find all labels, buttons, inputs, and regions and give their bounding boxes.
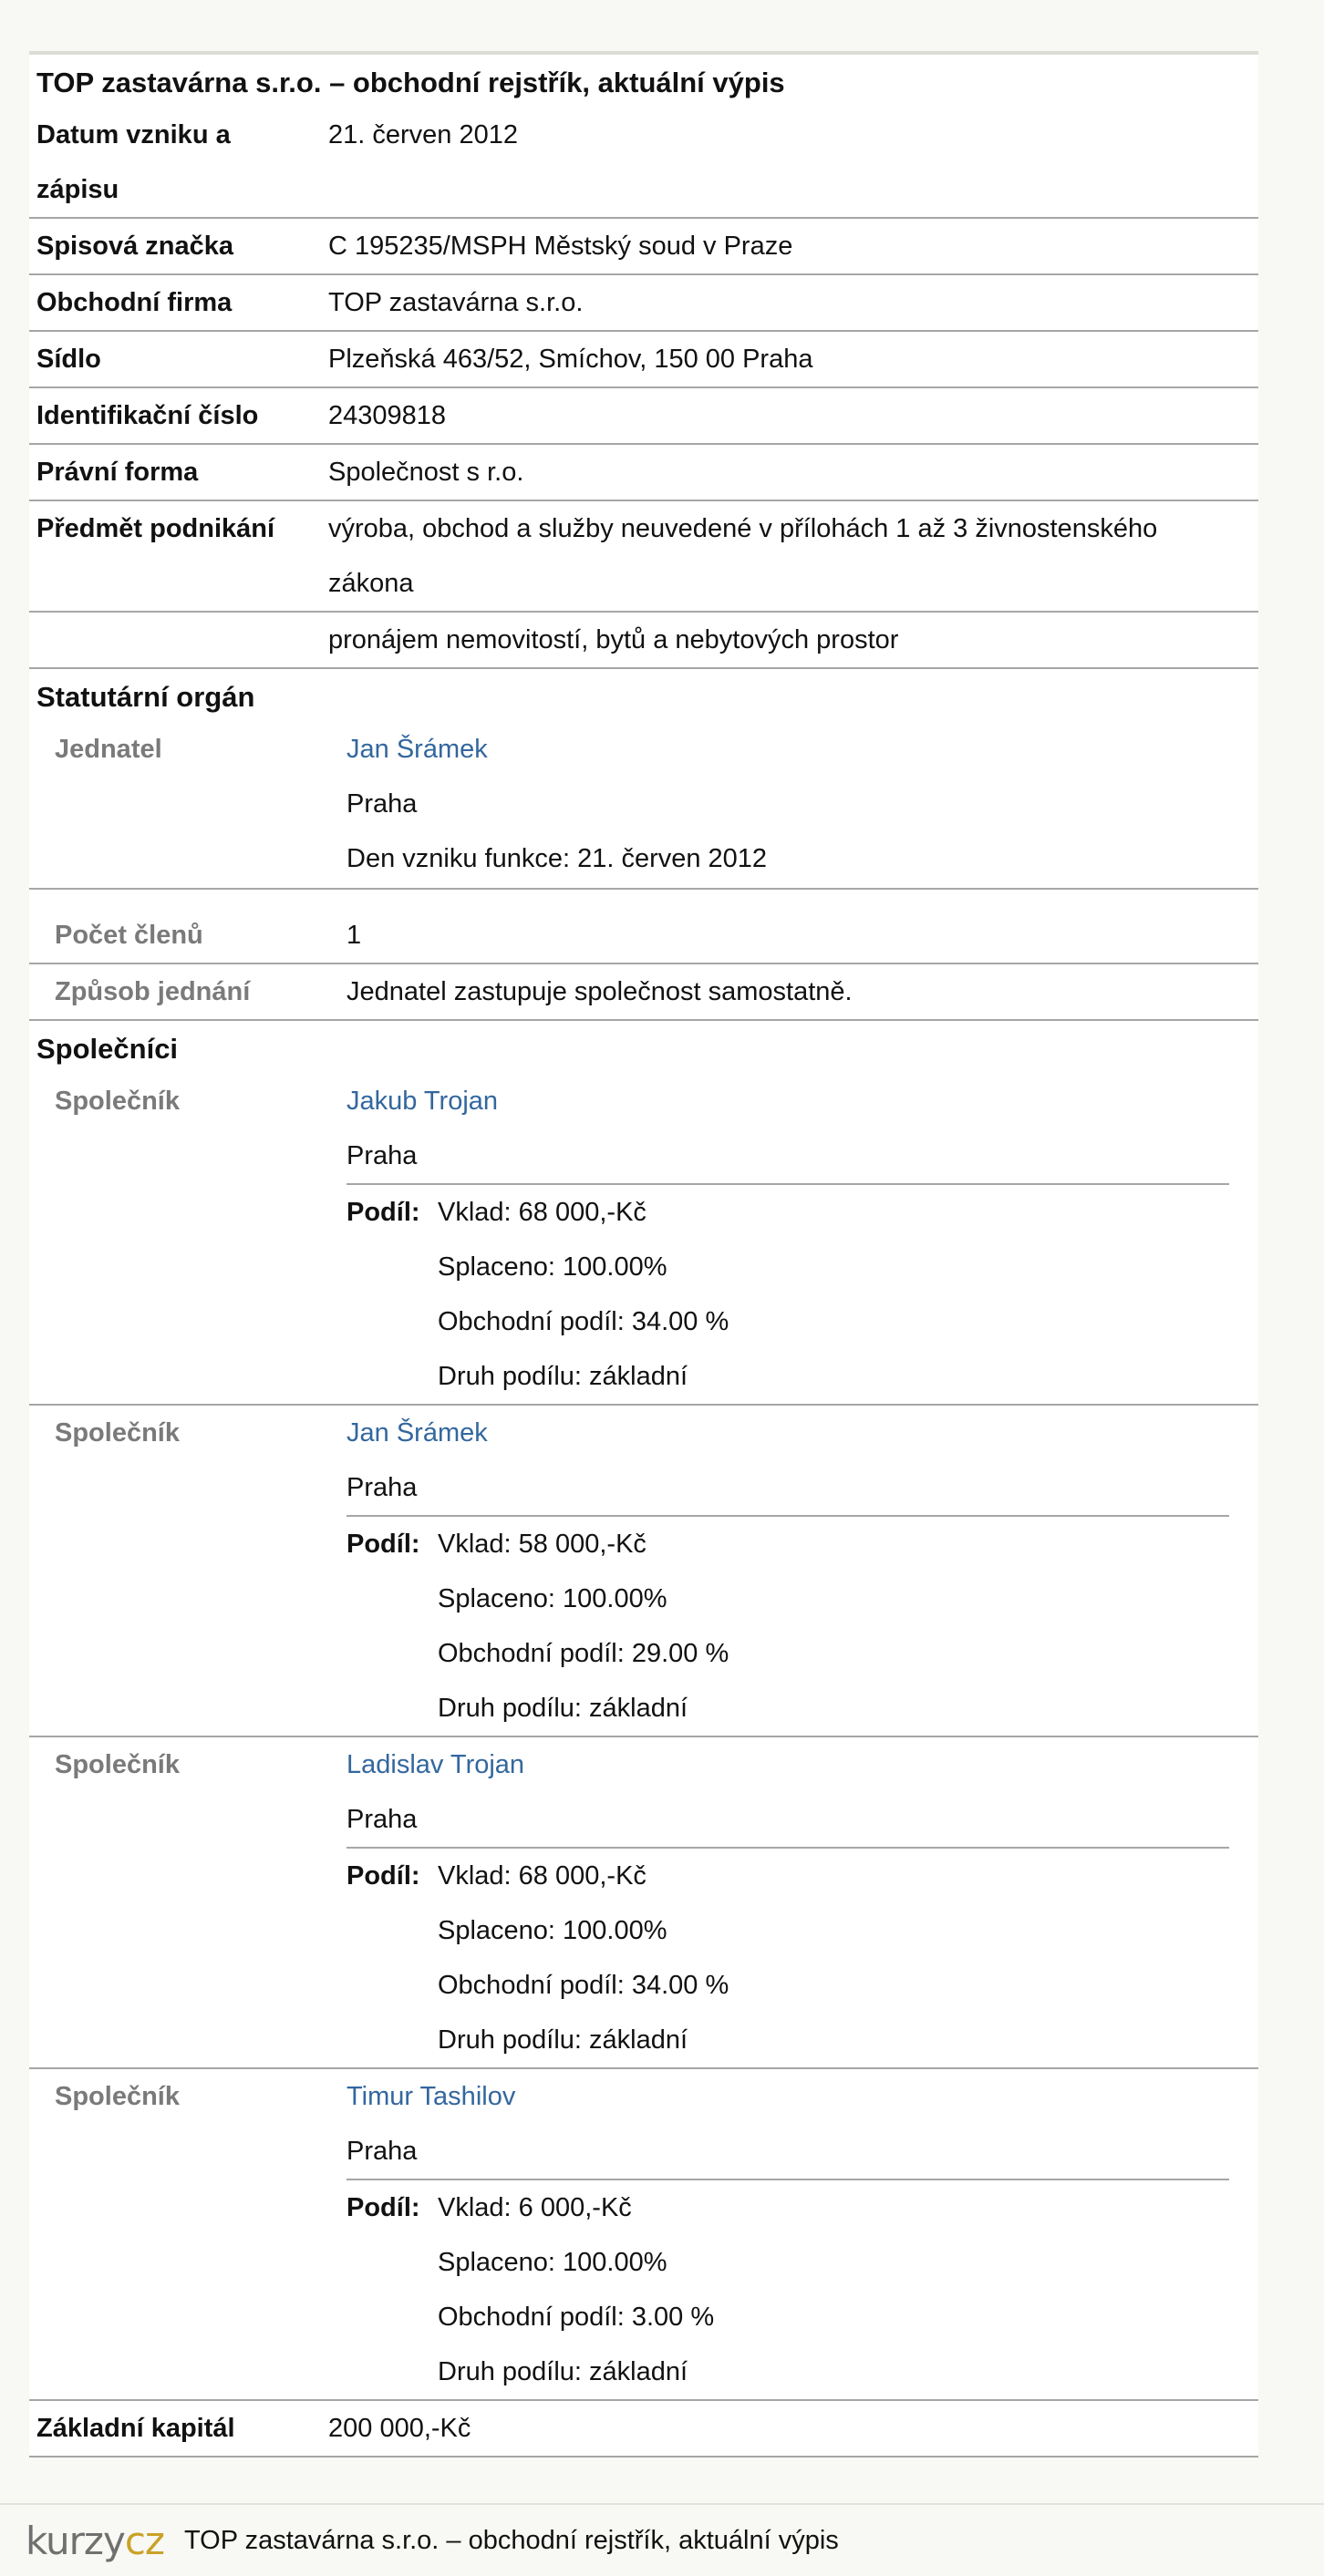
spolecnik-value [347,1074,1258,1404]
jednatel-since: Den vzniku funkce: 21. červen 2012 [347,844,768,873]
row-spolecnik [29,2069,1258,2401]
podil-values [438,1517,1258,1736]
vklad: Vklad: 58 000,-Kč [438,1530,646,1559]
spolecnik-value [347,1406,1258,1736]
predmet-label: Předmět podnikání [36,514,275,543]
page-title: TOP zastavárna s.r.o. – obchodní rejstřík, aktuální výpis [36,67,785,98]
row-spisova-znacka [29,219,1258,275]
jednatel-name-link[interactable]: Jan Šrámek [347,735,488,764]
podil-block [347,1185,1258,1404]
zpusob-value: Jednatel zastupuje společnost samostatně. [347,977,853,1006]
predmet-line-2: zákona [328,569,414,598]
podil-values [438,1185,1258,1404]
statutarni-heading: Statutární orgán [36,681,255,713]
zpusob-label: Způsob jednání [55,977,251,1006]
row-spolecnik [29,1074,1258,1406]
spis-value: C 195235/MSPH Městský soud v Praze [328,232,793,261]
druh-podilu: Druh podílu: základní [438,1362,688,1391]
podil-label: Podíl: [347,2193,420,2222]
logo-text-cz: cz [124,2518,164,2563]
spolecnik-city: Praha [347,2137,418,2166]
podil-block [347,1517,1258,1736]
podil-label: Podíl: [347,1198,420,1227]
spolecnik-city: Praha [347,1141,418,1170]
podil-label: Podíl: [347,1861,420,1891]
splaceno: Splaceno: 100.00% [438,1916,667,1945]
spolecnik-label: Společník [55,1418,180,1448]
obchodni-podil: Obchodní podíl: 34.00 % [438,1307,729,1336]
vklad: Vklad: 68 000,-Kč [438,1198,646,1227]
jednatel-city: Praha [347,789,418,819]
jednatel-value [347,722,1258,886]
datum-value: 21. červen 2012 [328,120,518,149]
kurzy-cz-logo[interactable] [26,2519,164,2563]
jednatel-label: Jednatel [55,735,162,764]
druh-podilu: Druh podílu: základní [438,2025,688,2055]
footer [0,2503,1324,2576]
ic-value: 24309818 [328,401,447,430]
podil-values [438,2180,1258,2399]
spolecnik-value [347,2069,1258,2399]
datum-label-line-1: Datum vzniku a [36,120,231,149]
register-extract [29,51,1258,2458]
row-spolecnik [29,1737,1258,2069]
obchodni-podil: Obchodní podíl: 3.00 % [438,2303,715,2332]
ic-label: Identifikační číslo [36,401,259,430]
pocet-value: 1 [347,921,362,950]
datum-label-line-2: zápisu [36,175,119,204]
vklad: Vklad: 68 000,-Kč [438,1861,646,1891]
row-obchodni-firma [29,275,1258,332]
vklad: Vklad: 6 000,-Kč [438,2193,632,2222]
spolecnik-name-link[interactable]: Ladislav Trojan [347,1750,525,1779]
splaceno: Splaceno: 100.00% [438,1252,667,1282]
spolecnik-city: Praha [347,1473,418,1502]
row-pravni-forma [29,445,1258,501]
spolecnik-name-link[interactable]: Timur Tashilov [347,2082,516,2111]
forma-label: Právní forma [36,458,199,487]
sidlo-value: Plzeňská 463/52, Smíchov, 150 00 Praha [328,345,813,374]
empty-label [29,613,328,667]
podil-label: Podíl: [347,1530,420,1559]
row-predmet-podnikani [29,501,1258,613]
podil-block [347,2180,1258,2399]
pocet-label: Počet členů [55,921,203,950]
obchodni-podil: Obchodní podíl: 34.00 % [438,1971,729,2000]
spis-label: Spisová značka [36,232,233,261]
podil-block [347,1849,1258,2067]
spolecnik-name-link[interactable]: Jakub Trojan [347,1087,499,1116]
predmet-value-2: pronájem nemovitostí, bytů a nebytových prostor [328,625,899,654]
spolecnici-heading: Společníci [36,1033,179,1065]
logo-text-kurzy: kurzy [26,2518,125,2563]
spolecnik-city: Praha [347,1805,418,1834]
row-label [29,108,328,217]
spolecnik-value [347,1737,1258,2067]
spolecnik-label: Společník [55,2082,180,2111]
splaceno: Splaceno: 100.00% [438,1584,667,1613]
druh-podilu: Druh podílu: základní [438,2357,688,2386]
sidlo-label: Sídlo [36,345,101,374]
kapital-value: 200 000,-Kč [328,2414,471,2443]
row-spolecnik [29,1406,1258,1737]
row-datum-vzniku [29,108,1258,219]
row-predmet-podnikani-2 [29,613,1258,669]
row-ico [29,388,1258,445]
firma-label: Obchodní firma [36,288,233,317]
predmet-value [328,501,1258,611]
row-zakladni-kapital [29,2401,1258,2458]
kapital-label: Základní kapitál [36,2414,235,2443]
podil-values [438,1849,1258,2067]
row-zpusob-jednani [29,964,1258,1021]
footer-title: TOP zastavárna s.r.o. – obchodní rejstřík, aktuální výpis [183,2525,839,2555]
forma-value: Společnost s r.o. [328,458,524,487]
spolecnik-label: Společník [55,1087,180,1116]
splaceno: Splaceno: 100.00% [438,2248,667,2277]
predmet-line-1: výroba, obchod a služby neuvedené v přílohách 1 až 3 živnostenského [328,514,1158,543]
obchodni-podil: Obchodní podíl: 29.00 % [438,1639,729,1668]
spolecnik-name-link[interactable]: Jan Šrámek [347,1418,488,1448]
firma-value: TOP zastavárna s.r.o. [328,288,584,317]
spolecnik-label: Společník [55,1750,180,1779]
row-pocet-clenu [29,908,1258,964]
row-jednatel [29,722,1258,890]
druh-podilu: Druh podílu: základní [438,1694,688,1723]
row-sidlo [29,332,1258,388]
